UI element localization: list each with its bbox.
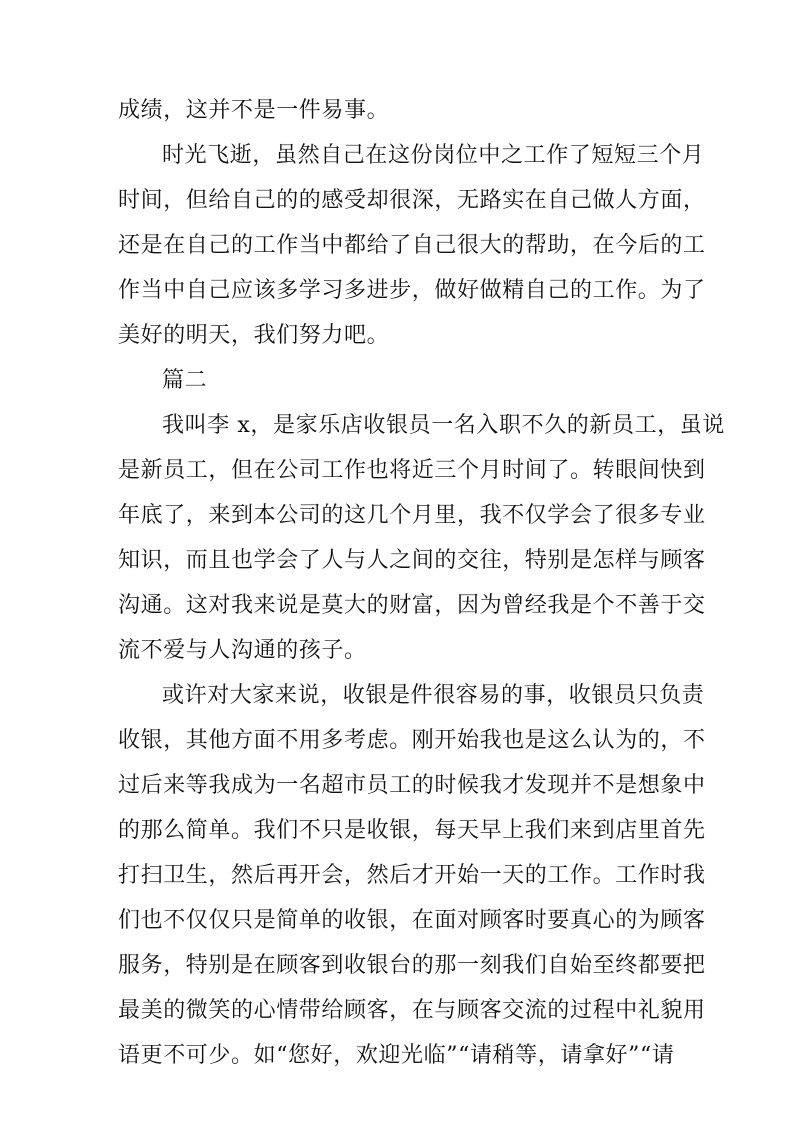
text-line: 服务，特别是在顾客到收银台的那一刻我们自始至终都要把 [118,953,706,978]
text-line: 知识，而且也学会了人与人之间的交往，特别是怎样与顾客 [118,548,706,573]
text-line: 沟通。这对我来说是莫大的财富，因为曾经我是个不善于交 [118,593,706,618]
text-line: 时间，但给自己的的感受却很深，无路实在自己做人方面， [118,188,706,213]
text-line: 年底了，来到本公司的这几个月里，我不仅学会了很多专业 [118,503,706,528]
text-line: 美好的明天，我们努力吧。 [118,323,390,348]
text-line: 我叫李 x，是家乐店收银员一名入职不久的新员工，虽说 [162,413,726,438]
text-line: 语更不可少。如“您好，欢迎光临”“请稍等，请拿好”“请 [118,1043,675,1068]
text-line: 是新员工，但在公司工作也将近三个月时间了。转眼间快到 [118,458,706,483]
text-line: 们也不仅仅只是简单的收银，在面对顾客时要真心的为顾客 [118,908,706,933]
text-line: 最美的微笑的心情带给顾客，在与顾客交流的过程中礼貌用 [118,998,706,1023]
text-line: 作当中自己应该多学习多进步，做好做精自己的工作。为了 [118,278,706,303]
text-line: 过后来等我成为一名超市员工的时候我才发现并不是想象中 [118,773,706,798]
text-line: 时光飞逝，虽然自己在这份岗位中之工作了短短三个月 [162,143,705,168]
text-line: 的那么简单。我们不只是收银，每天早上我们来到店里首先 [118,818,706,843]
text-line: 还是在自己的工作当中都给了自己很大的帮助，在今后的工 [118,233,706,258]
section-heading: 篇二 [162,368,208,393]
text-line: 成绩，这并不是一件易事。 [118,98,390,123]
text-line: 或许对大家来说，收银是件很容易的事，收银员只负责 [162,683,705,708]
text-line: 流不爱与人沟通的孩子。 [118,638,367,663]
text-line: 收银，其他方面不用多考虑。刚开始我也是这么认为的，不 [118,728,706,753]
text-line: 打扫卫生，然后再开会，然后才开始一天的工作。工作时我 [118,863,706,888]
